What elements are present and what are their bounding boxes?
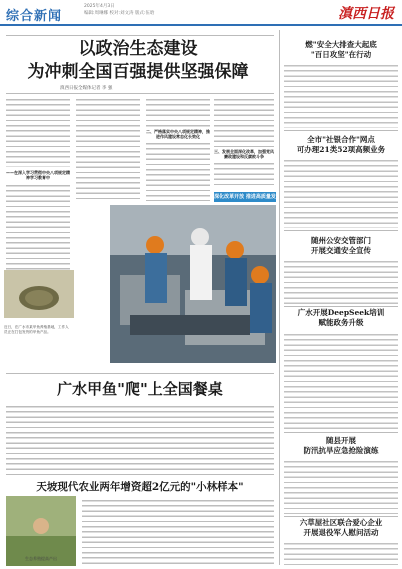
column-divider	[279, 30, 280, 565]
headline-rule-top	[6, 35, 274, 36]
main-text-col-4	[214, 97, 274, 190]
right-headline-1-line2: "百日攻坚"在行动	[310, 50, 372, 59]
right-headline-2	[284, 135, 398, 155]
inset-caption: 近日，在广水市某甲鱼养殖基地，工作人员正在打包发货的甲鱼产品。	[4, 325, 69, 334]
right-headline-2-line1: 全市"社银合作"网点	[307, 135, 375, 144]
right-text-5	[284, 459, 398, 514]
right-headline-6-line2: 开展退役军人慰问活动	[303, 528, 379, 537]
right-headline-3-line1: 随州公安交管部门	[311, 236, 371, 245]
right-headline-6	[284, 518, 398, 538]
masthead-logo: 滇西日报	[338, 6, 394, 22]
right-headline-5-line1: 随县开展	[326, 436, 356, 445]
right-text-4	[284, 332, 398, 432]
right-headline-4	[284, 308, 398, 328]
right-headline-5-line2: 防汛抗旱应急抢险演练	[303, 446, 379, 455]
middle-text	[6, 404, 274, 470]
right-headline-1	[284, 40, 398, 60]
header-rule	[0, 24, 402, 26]
right-headline-2-line2: 可办理21类52项高频业务	[296, 145, 386, 154]
bottom-rule-top	[6, 474, 274, 475]
main-subhead-1: ——在深入学习贯彻中央八项规定精神学习教育中	[6, 170, 70, 180]
right-rule-4	[284, 432, 398, 433]
bottom-headline: 天坡现代农业两年增资超2亿元的"小林样本"	[36, 481, 244, 493]
right-rule-2	[284, 230, 398, 231]
main-headline-line1: 以政治生态建设	[78, 39, 198, 59]
workers-photo-illustration	[110, 205, 276, 363]
editor-line: 编辑:周琳娜 校对:刘文涛 版式:伍晗	[84, 11, 155, 16]
right-text-1	[284, 63, 398, 128]
inset-caption-block	[4, 325, 70, 367]
main-subhead-2: 二、严格落实中央八项规定精神，推进作风建设常态化长效化	[146, 129, 210, 139]
main-subhead-3: 三、发展全面深化改革，加强党风廉政建设和反腐败斗争	[214, 149, 274, 159]
section-title: 综合新闻	[6, 9, 63, 24]
right-text-3	[284, 259, 398, 304]
header-info	[84, 3, 154, 17]
right-headline-1-line1: 燃"安全大排查大起底	[305, 40, 377, 49]
main-text-col-1	[6, 97, 70, 267]
page-header	[0, 0, 402, 30]
right-text-2	[284, 158, 398, 228]
main-text-col-2	[76, 97, 140, 202]
main-headline	[6, 38, 270, 84]
middle-headline: 广水甲鱼"爬"上全国餐桌	[57, 380, 223, 398]
inset-photo	[4, 270, 74, 318]
right-headline-3-line2: 开展交通安全宣传	[311, 246, 371, 255]
right-rule-5	[284, 516, 398, 517]
main-text-col-3	[146, 97, 210, 202]
slogan-stamp: 深化改革开放 推进高质量发	[214, 194, 276, 200]
headline-rule-bottom	[6, 93, 274, 94]
main-photo	[110, 205, 276, 363]
right-rule-1	[284, 130, 398, 131]
bottom-photo-caption: 生态养殖提高产出	[25, 556, 57, 561]
right-headline-3	[284, 236, 398, 256]
turtle-photo-illustration	[4, 270, 74, 318]
right-headline-4-line1: 广水开展DeepSeek培训	[297, 308, 385, 317]
main-headline-line2: 为冲刺全国百强提供坚强保障	[27, 62, 249, 82]
issue-date: 2025年4月3日	[84, 4, 115, 9]
right-headline-6-line1: 六草屋社区联合爱心企业	[299, 518, 383, 527]
main-byline: 滇西日报全媒体记者 李 强	[60, 86, 113, 91]
right-rule-3	[284, 306, 398, 307]
right-headline-4-line2: 赋能政务升级	[318, 318, 364, 327]
right-headline-5	[284, 436, 398, 456]
right-text-6	[284, 541, 398, 565]
bottom-text	[82, 498, 274, 565]
middle-rule-top	[6, 373, 274, 374]
